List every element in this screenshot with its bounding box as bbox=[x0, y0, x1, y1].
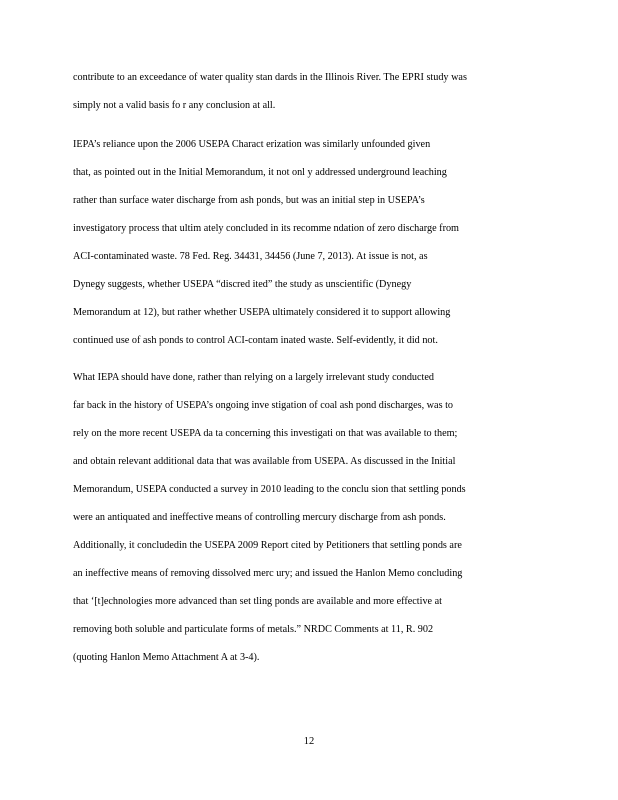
paragraph-line: investigatory process that ultim ately concluded in its recomme ndation of zero discharge from bbox=[73, 223, 459, 234]
paragraph-line: (quoting Hanlon Memo Attachment A at 3-4). bbox=[73, 652, 260, 663]
paragraph-line: contribute to an exceedance of water quality stan dards in the Illinois River. The EPRI study was bbox=[73, 72, 467, 83]
paragraph-line: ACI-contaminated waste. 78 Fed. Reg. 34431, 34456 (June 7, 2013). At issue is not, as bbox=[73, 251, 428, 262]
paragraph-line: Additionally, it concludedin the USEPA 2009 Report cited by Petitioners that settling ponds are bbox=[73, 540, 462, 551]
paragraph-line: IEPA’s reliance upon the 2006 USEPA Charact erization was similarly unfounded given bbox=[73, 139, 431, 150]
paragraph-line: that, as pointed out in the Initial Memorandum, it not onl y addressed underground leaching bbox=[73, 167, 447, 178]
paragraph-line: rather than surface water discharge from ash ponds, but was an initial step in USEPA’s bbox=[73, 195, 425, 206]
paragraph-line: and obtain relevant additional data that was available from USEPA. As discussed in the Initial bbox=[73, 456, 456, 467]
paragraph-line: simply not a valid basis fo r any conclusion at all. bbox=[73, 100, 276, 111]
paragraph-line: rely on the more recent USEPA da ta concerning this investigati on that was available to them; bbox=[73, 428, 458, 439]
paragraph-line: Memorandum at 12), but rather whether USEPA ultimately considered it to support allowing bbox=[73, 307, 451, 318]
paragraph-line: What IEPA should have done, rather than relying on a largely irrelevant study conducted bbox=[73, 372, 434, 383]
paragraph-line: continued use of ash ponds to control ACI-contam inated waste. Self-evidently, it did not. bbox=[73, 335, 438, 346]
paragraph-line: Memorandum, USEPA conducted a survey in 2010 leading to the conclu sion that settling ponds bbox=[73, 484, 466, 495]
paragraph-line: were an antiquated and ineffective means of controlling mercury discharge from ash ponds. bbox=[73, 512, 446, 523]
paragraph-line: Dynegy suggests, whether USEPA “discred ited” the study as unscientific (Dynegy bbox=[73, 279, 412, 290]
page-number: 12 bbox=[303, 736, 315, 747]
paragraph-line: that ‘[t]echnologies more advanced than set tling ponds are available and more effective at bbox=[73, 596, 442, 607]
paragraph-line: far back in the history of USEPA’s ongoing inve stigation of coal ash pond discharges, was to bbox=[73, 400, 453, 411]
paragraph-line: an ineffective means of removing dissolved merc ury; and issued the Hanlon Memo concluding bbox=[73, 568, 463, 579]
paragraph-line: removing both soluble and particulate forms of metals.” NRDC Comments at 11, R. 902 bbox=[73, 624, 434, 635]
